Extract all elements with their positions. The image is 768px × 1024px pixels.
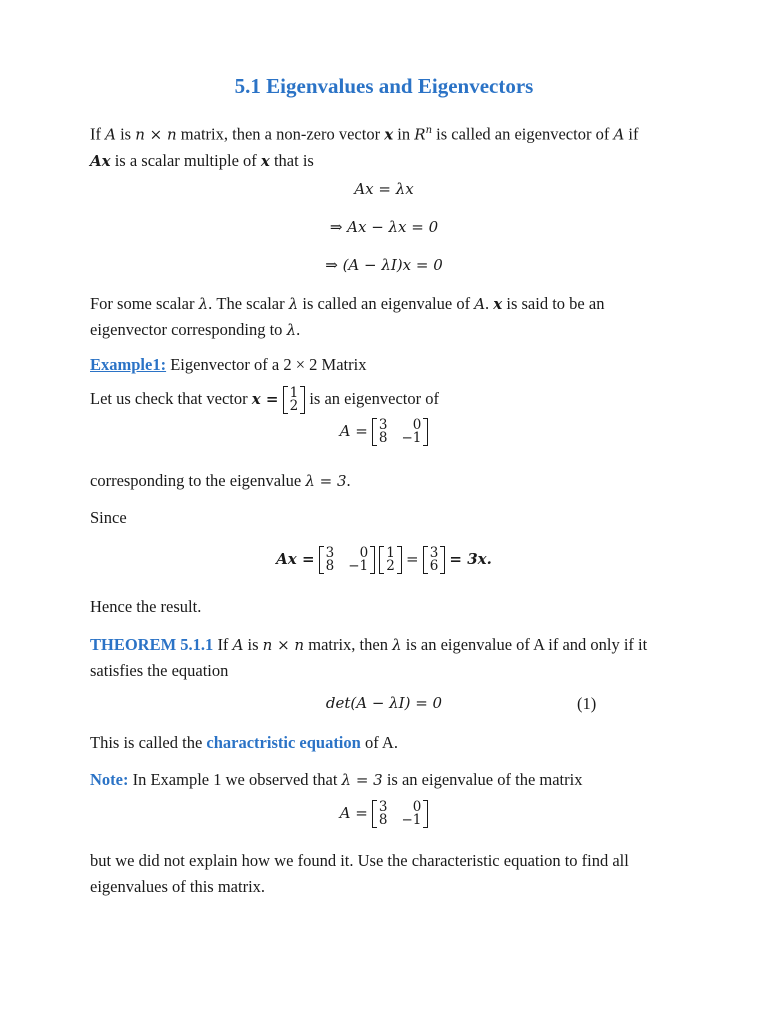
charactristic-line: This is called the charactristic equation of A. [90, 733, 398, 752]
charactristic-term: charactristic equation [206, 733, 361, 752]
note-closing-line-2: eigenvalues of this matrix. [90, 877, 266, 896]
note-label: Note: [90, 770, 129, 789]
corresponding-line: corresponding to the eigenvalue λ = 3. [90, 471, 351, 490]
equation-ax-minus-lambda-x: ⇒ Ax − λx = 0 [329, 218, 439, 236]
note-matrix-a: 3 0 8 −1 [372, 800, 429, 828]
example1-label: Example1: [90, 355, 167, 374]
theorem-paragraph [90, 632, 690, 684]
intro-paragraph [90, 118, 690, 174]
theorem-line-1: THEOREM 5.1.1 If A is n × n matrix, then λ is an eigenvalue of A if and only if it [90, 635, 648, 654]
characteristic-equation: det(A − λI) = 0 [325, 694, 443, 712]
theorem-label: THEOREM 5.1.1 [90, 635, 214, 654]
since-line: Since [90, 508, 127, 527]
note-closing-line-1: but we did not explain how we found it. Use the characteristic equation to find all [90, 851, 629, 870]
theorem-line-2: satisfies the equation [90, 661, 229, 680]
equation-number: (1) [577, 694, 597, 713]
page-title: 5.1 Eigenvalues and Eigenvectors [234, 74, 534, 98]
scalar-line-1: For some scalar λ. The scalar λ is called an eigenvalue of A. x is said to be an [90, 294, 605, 313]
vector-x: 1 2 [283, 386, 306, 414]
equation-ax-lambda-x: Ax = λx [354, 180, 414, 198]
hence-line: Hence the result. [90, 597, 202, 616]
matrix-a-display: A = 3 0 8 −1 [0, 418, 768, 446]
product-vector-x: 1 2 [379, 546, 402, 574]
note-line: Note: In Example 1 we observed that λ = 3 is an eigenvalue of the matrix [90, 770, 583, 789]
scalar-paragraph [90, 291, 690, 343]
matrix-a: 3 0 8 −1 [372, 418, 429, 446]
intro-line-1: If A is n × n matrix, then a non-zero vector x in $R^n$ is called an eigenvector of A if [90, 124, 639, 144]
scalar-line-2: eigenvector corresponding to λ. [90, 320, 301, 339]
equation-a-minus-lambda-i: ⇒ (A − λI)x = 0 [325, 256, 443, 274]
result-vector: 3 6 [423, 546, 446, 574]
intro-line-2: Ax is a scalar multiple of x that is [90, 150, 314, 170]
example1-heading: Example1: Eigenvector of a 2 × 2 Matrix [90, 355, 367, 374]
product-equation: Ax = 3 0 8 −1 1 2 = 3 6 = 3x. [276, 545, 492, 574]
example1-check-line: Let us check that vector x = 1 2 is an eigenvector of [90, 385, 439, 415]
product-matrix-a: 3 0 8 −1 [319, 546, 376, 574]
note-closing-paragraph [90, 848, 690, 900]
note-matrix-a-display: A = 3 0 8 −1 [0, 800, 768, 828]
